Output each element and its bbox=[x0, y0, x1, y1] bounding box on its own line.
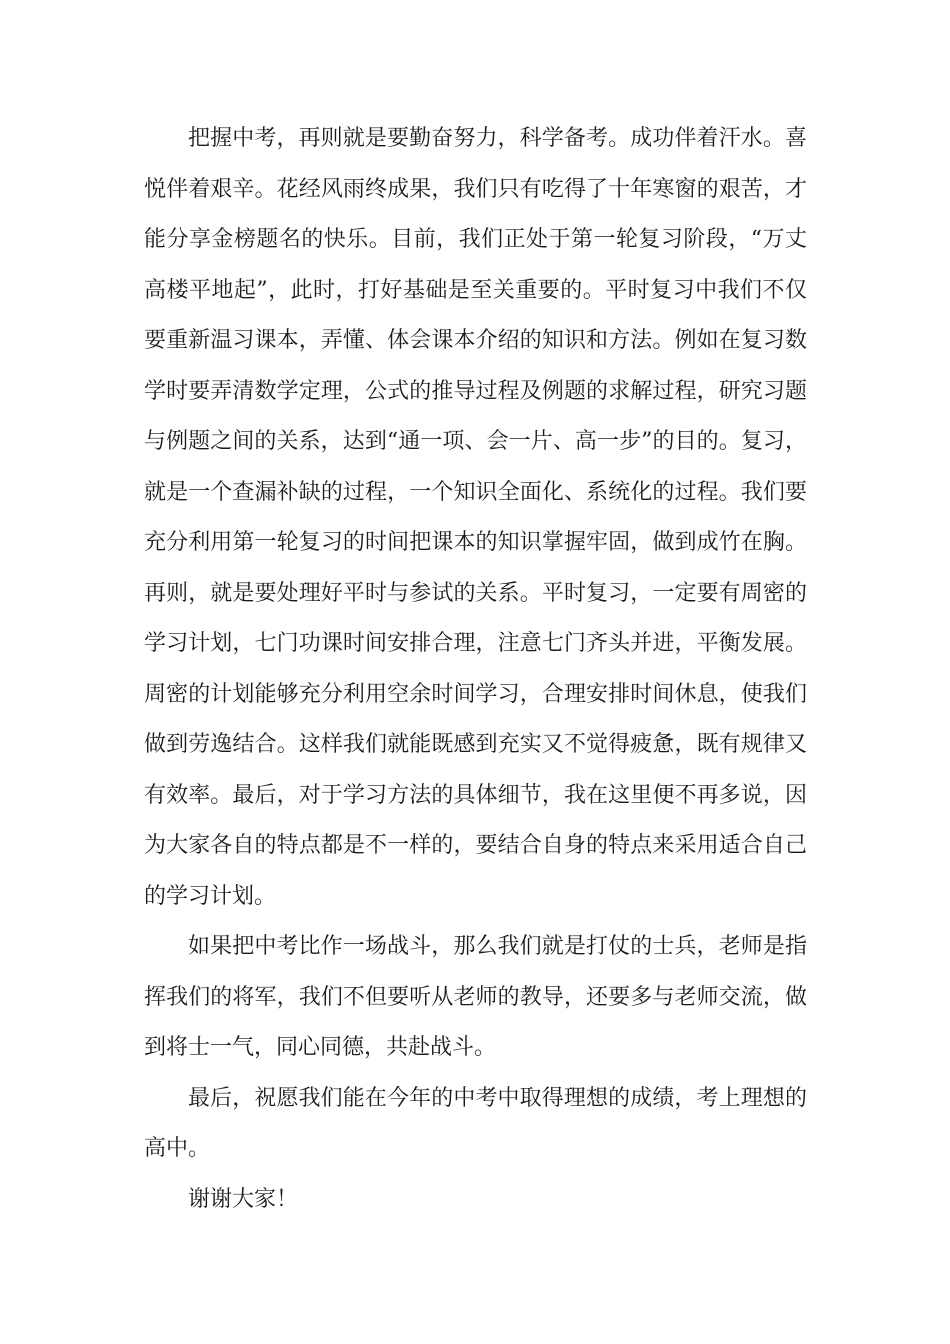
paragraph-thanks: 谢谢大家！ bbox=[188, 1186, 299, 1212]
paragraph-battle-metaphor: 如果把中考比作一场战斗，那么我们就是打仗的士兵，老师是指挥我们的将军，我们不但要听从老师的教导，还要多与老师交流，做到将士一气，同心同德，共赴战斗。 bbox=[144, 934, 807, 1060]
paragraph-preparation: 把握中考，再则就是要勤奋努力，科学备考。成功伴着汗水。喜悦伴着艰辛。花经风雨终成果，我们只有吃得了十年寒窗的艰苦，才能分享金榜题名的快乐。目前，我们正处于第一轮复习阶段，“万丈高楼平地起”，此时，打好基础是至关重要的。平时复习中我们不仅要重新温习课本，弄懂、体会课本介绍的知识和方法。例如在复习数学时要弄清数学定理，公式的推导过程及例题的求解过程，研究习题与例题之间的关系，达到“通一项、会一片、高一步”的目的。复习，就是一个查漏补缺的过程，一个知识全面化、系统化的过程。我们要充分利用第一轮复习的时间把课本的知识掌握牢固，做到成竹在胸。再则，就是要处理好平时与参试的关系。平时复习，一定要有周密的学习计划，七门功课时间安排合理，注意七门齐头并进，平衡发展。周密的计划能够充分利用空余时间学习，合理安排时间休息，使我们做到劳逸结合。这样我们就能既感到充实又不觉得疲惫，既有规律又有效率。最后，对于学习方法的具体细节，我在这里便不再多说，因为大家各自的特点都是不一样的，要结合自身的特点来采用适合自己的学习计划。 bbox=[144, 126, 807, 909]
paragraph-wishes: 最后，祝愿我们能在今年的中考中取得理想的成绩，考上理想的高中。 bbox=[144, 1085, 807, 1161]
document-body bbox=[144, 114, 807, 1225]
